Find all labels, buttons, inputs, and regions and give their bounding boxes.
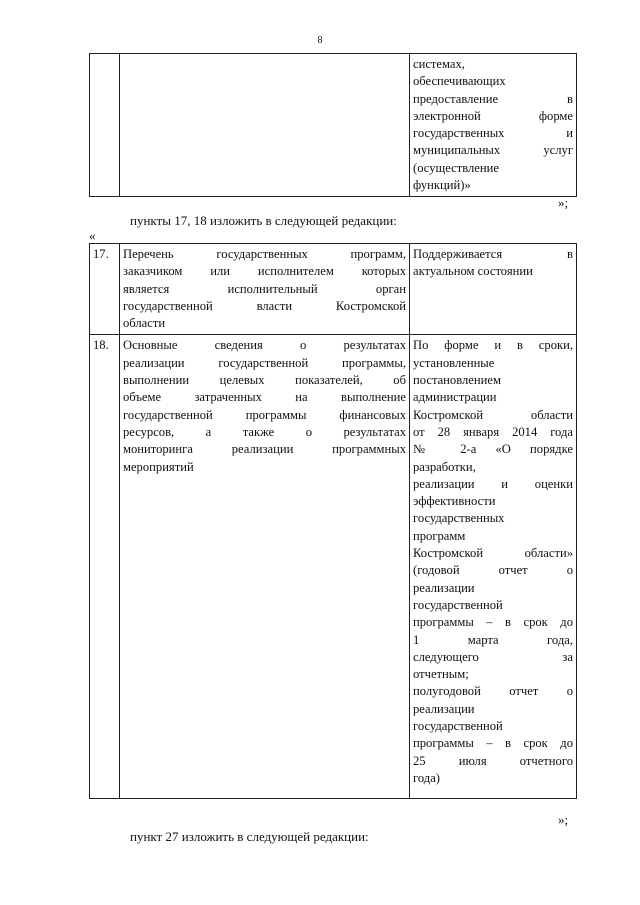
- text-line: программ: [413, 528, 466, 543]
- text-line: 1 марта года,: [413, 632, 573, 647]
- text-line: разработки,: [413, 459, 476, 474]
- text-line: государственной власти Костромской: [123, 298, 406, 313]
- text-line: ресурсов, а также о результатах: [123, 424, 406, 439]
- text-line: предоставление в: [413, 91, 573, 106]
- closing-quote-1: »;: [558, 195, 569, 210]
- text-line: постановлением: [413, 373, 501, 388]
- text-line: 25 июля отчетного: [413, 753, 573, 768]
- table-cell-num: [90, 54, 120, 197]
- text-line: Основные сведения о результатах: [123, 338, 406, 353]
- table-cell-right: [410, 54, 577, 197]
- table-items: [89, 243, 577, 799]
- paragraph-items-17-18: пункты 17, 18 изложить в следующей редакции:: [130, 213, 397, 228]
- text-line: администрации: [413, 390, 497, 405]
- opening-quote: «: [89, 228, 96, 243]
- text-line: Перечень государственных программ,: [123, 247, 406, 261]
- text-line: государственных и: [413, 126, 573, 141]
- row-number: 18.: [93, 338, 109, 353]
- text-line: государственной программы финансовых: [123, 407, 406, 422]
- text-line: Костромской области: [413, 407, 573, 422]
- text-line: государственных: [413, 511, 505, 526]
- text-line: реализации и оценки: [413, 476, 573, 491]
- text-line: По форме и в сроки,: [413, 338, 573, 353]
- text-line: выполнении целевых показателей, об: [123, 373, 406, 388]
- text-line: электронной форме: [413, 108, 573, 123]
- text-line: программы – в срок до: [413, 736, 573, 751]
- text-line: установленные: [413, 355, 495, 370]
- text-line: функций)»: [413, 178, 471, 193]
- page-number: 8: [317, 35, 323, 46]
- text-line: актуальном состоянии: [413, 264, 533, 279]
- text-line: государственной: [413, 719, 503, 734]
- text-line: объеме затраченных на выполнение: [123, 390, 406, 405]
- text-line: муниципальных услуг: [413, 143, 573, 158]
- row-status: [413, 337, 573, 787]
- text-line: от 28 января 2014 года: [413, 424, 573, 439]
- table-continuation: [89, 53, 577, 197]
- text-line: № 2-а «О порядке: [413, 442, 573, 457]
- text-line: отчетным;: [413, 667, 469, 682]
- text-line: (осуществление: [413, 160, 499, 175]
- table-row: [90, 244, 577, 335]
- table-row: [90, 335, 577, 799]
- text-line: мониторинга реализации программных: [123, 442, 406, 457]
- text-line: заказчиком или исполнителем которых: [123, 264, 406, 279]
- closing-quote-2: »;: [558, 812, 569, 827]
- text-line: эффективности: [413, 494, 496, 509]
- text-line: мероприятий: [123, 459, 194, 474]
- row-description: [123, 337, 406, 475]
- row-number: 17.: [93, 247, 109, 261]
- text-line: обеспечивающих: [413, 74, 506, 89]
- text-line: системах,: [413, 57, 465, 71]
- row-status: [413, 246, 573, 281]
- text-line: Костромской области»: [413, 546, 573, 561]
- text-line: (годовой отчет о: [413, 563, 573, 578]
- text-line: реализации: [413, 580, 475, 595]
- row-description: [123, 246, 406, 332]
- top-right-text: [413, 56, 573, 194]
- text-line: Поддерживается в: [413, 247, 573, 261]
- text-line: реализации: [413, 701, 475, 716]
- text-line: реализации государственной программы,: [123, 355, 406, 370]
- text-line: следующего за: [413, 649, 573, 664]
- paragraph-item-27: пункт 27 изложить в следующей редакции:: [130, 829, 369, 844]
- text-line: государственной: [413, 597, 503, 612]
- text-line: года): [413, 770, 440, 785]
- text-line: является исполнительный орган: [123, 281, 406, 296]
- text-line: программы – в срок до: [413, 615, 573, 630]
- table-cell-mid: [120, 54, 410, 197]
- text-line: полугодовой отчет о: [413, 684, 573, 699]
- text-line: области: [123, 316, 166, 331]
